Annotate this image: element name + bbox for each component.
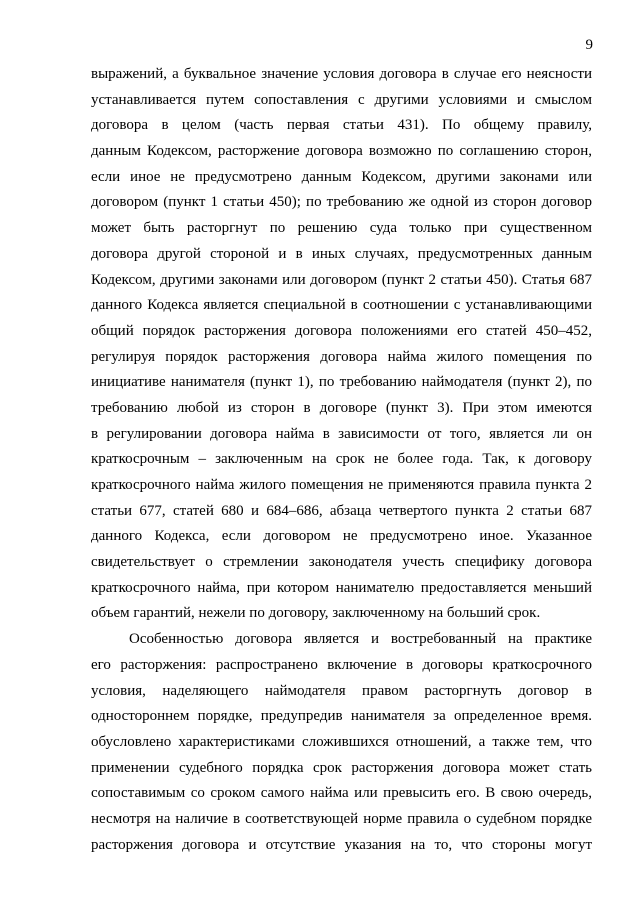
text-line: в регулировании договора найма в зависимости от того, является ли он — [91, 425, 592, 442]
text-line: Особенностью договора является и востребованный на практике — [129, 631, 592, 648]
text-line: может быть расторгнут по решению суда только при существенном — [91, 220, 592, 237]
text-line: объем гарантий, нежели по договору, заключенному на больший срок. — [91, 605, 541, 622]
page-number: 9 — [585, 37, 593, 53]
text-line: применении судебного порядка срок расторжения договора может стать — [91, 759, 592, 776]
text-line: данного Кодекса, если договором не предусмотрено иное. Указанное — [91, 528, 592, 545]
text-line: требованию любой из сторон в договоре (пункт 3). При этом имеются — [91, 399, 592, 416]
text-line: условия, наделяющего наймодателя правом расторгнуть договор в — [91, 682, 592, 699]
text-line: одностороннем порядке, предупредив нанимателя за определенное время. — [91, 708, 592, 725]
text-line: регулируя порядок расторжения договора найма жилого помещения по — [91, 348, 592, 365]
text-line: если иное не предусмотрено данным Кодексом, другими законами или — [91, 168, 592, 185]
text-line: его расторжения: распространено включение в договоры краткосрочного — [91, 656, 592, 673]
document-body — [91, 62, 592, 858]
text-line: сопоставимым со сроком самого найма или превысить его. В свою очередь, — [91, 785, 592, 802]
text-line: договором (пункт 1 статьи 450); по требованию же одной из сторон договор — [91, 194, 592, 211]
paragraph — [91, 62, 592, 627]
text-line: данным Кодексом, расторжение договора возможно по соглашению сторон, — [91, 143, 592, 160]
text-line: выражений, а буквальное значение условия договора в случае его неясности — [91, 66, 592, 82]
text-line: краткосрочного найма жилого помещения не применяются правила пункта 2 — [91, 477, 592, 493]
text-line: инициативе нанимателя (пункт 1), по требованию наймодателя (пункт 2), по — [91, 374, 592, 391]
text-line: договора в целом (часть первая статьи 431). По общему правилу, — [91, 117, 592, 134]
text-line: несмотря на наличие в соответствующей норме правила о судебном порядке — [91, 810, 592, 827]
text-line: общий порядок расторжения договора положениями его статей 450–452, — [91, 322, 592, 339]
text-line: расторжения договора и отсутствие указания на то, что стороны могут — [91, 836, 592, 853]
text-line: устанавливается путем сопоставления с другими условиями и смыслом — [91, 91, 592, 108]
text-line: данного Кодекса является специальной в соотношении с устанавливающими — [91, 297, 592, 314]
text-line: краткосрочного найма, при котором нанимателю предоставляется меньший — [91, 579, 592, 596]
text-line: договора другой стороной и в иных случаях, предусмотренных данным — [91, 245, 592, 262]
text-line: Кодексом, другими законами или договором (пункт 2 статьи 450). Статья 687 — [91, 271, 592, 288]
text-line: статьи 677, статей 680 и 684–686, абзаца четвертого пункта 2 статьи 687 — [91, 502, 592, 519]
text-line: краткосрочным – заключенным на срок не более года. Так, к договору — [91, 451, 592, 468]
text-line: свидетельствует о стремлении законодателя учесть специфику договора — [91, 554, 592, 571]
text-line: обусловлено характеристиками сложившихся отношений, а также тем, что — [91, 733, 592, 750]
paragraph — [91, 627, 592, 858]
